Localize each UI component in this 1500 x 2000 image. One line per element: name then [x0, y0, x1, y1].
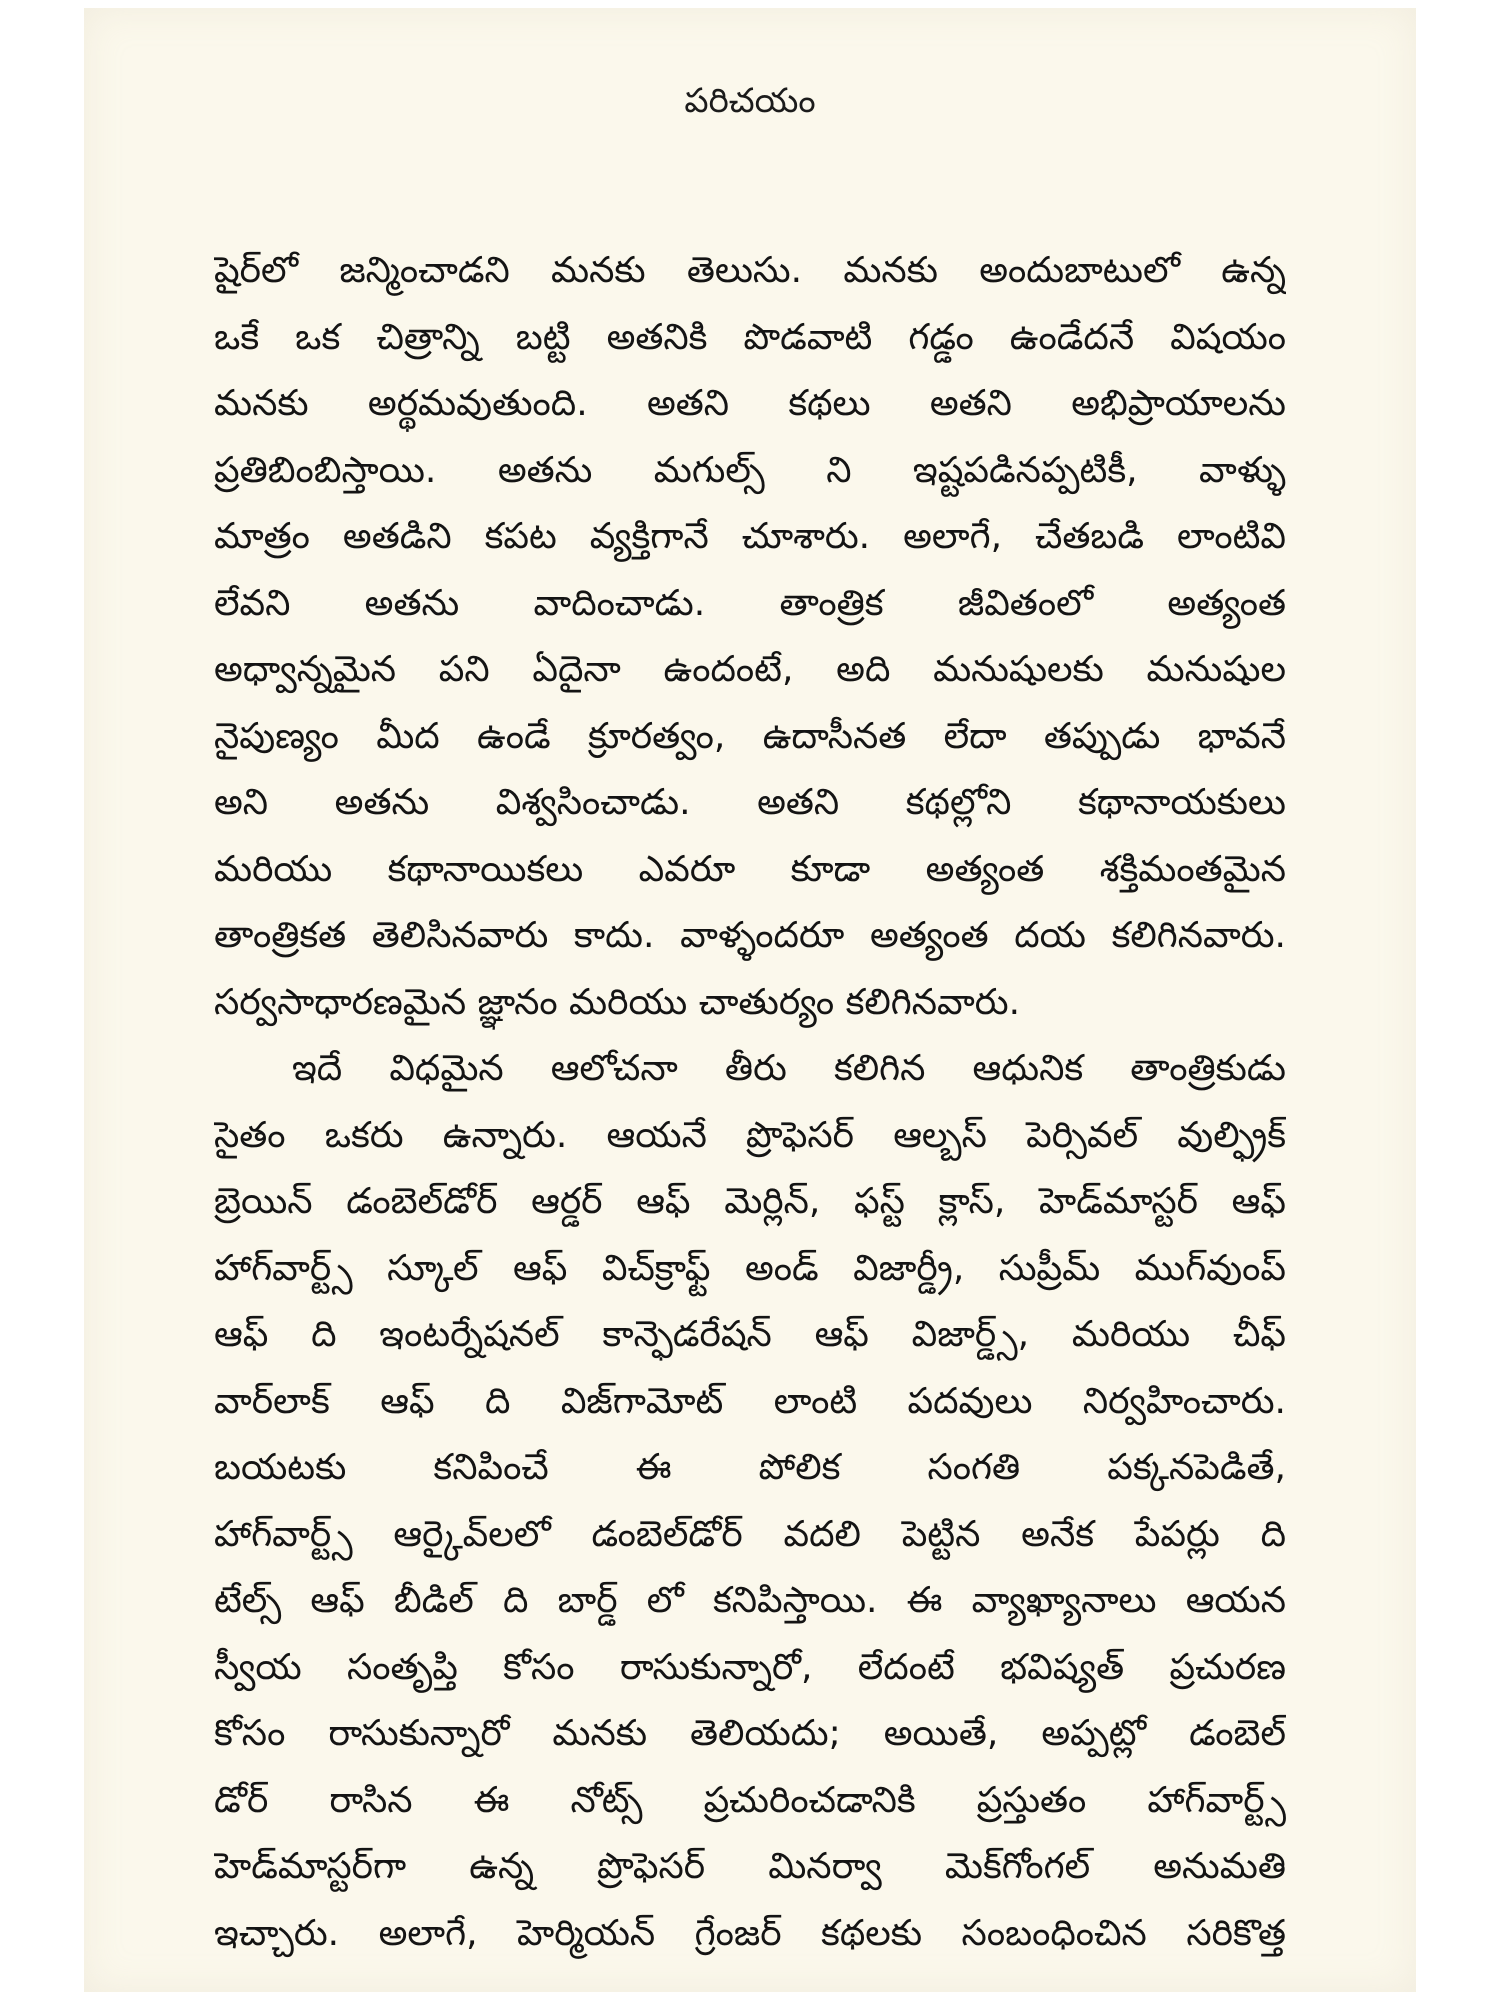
- text-line: హాగ్‌వార్ట్స్ స్కూల్ ఆఫ్ విచ్‌క్రాఫ్ట్ అండ్ విజార్డ్రీ, సుప్రీమ్ ముగ్‌వుంప్: [214, 1247, 1286, 1289]
- running-header: పరిచయం: [684, 81, 816, 121]
- text-line: మాత్రం అతడిని కపట వ్యక్తిగానే చూశారు. అలాగే, చేతబడి లాంటివి: [214, 516, 1286, 557]
- text-line: బ్రెయిన్ డంబెల్‌డోర్ ఆర్డర్ ఆఫ్ మెర్లిన్, ఫస్ట్ క్లాస్, హెడ్‌మాస్టర్ ఆఫ్: [214, 1181, 1286, 1222]
- text-line: హెడ్‌మాస్టర్‌గా ఉన్న ప్రొఫెసర్ మినర్వా మెక్‌గోంగల్ అనుమతి: [214, 1846, 1286, 1887]
- text-line: ఆఫ్ ది ఇంటర్నేషనల్ కాన్ఫెడరేషన్ ఆఫ్ విజార్డ్స్, మరియు చీఫ్: [214, 1314, 1286, 1355]
- text-line: నైపుణ్యం మీద ఉండే క్రూరత్వం, ఉదాసీనత లేదా తప్పుడు భావనే: [214, 715, 1286, 757]
- body-text: [214, 238, 1286, 1967]
- text-line: అని అతను విశ్వసించాడు. అతని కథల్లోని కథానాయకులు: [214, 782, 1286, 823]
- text-line: సైతం ఒకరు ఉన్నారు. ఆయనే ప్రొఫెసర్ ఆల్బస్ పెర్సివల్ వుల్ఫ్రిక్: [214, 1114, 1286, 1156]
- text-line: మనకు అర్థమవుతుంది. అతని కథలు అతని అభిప్రాయాలను: [214, 383, 1286, 424]
- text-line: కోసం రాసుకున్నారో మనకు తెలియదు; అయితే, అప్పట్లో డంబెల్: [214, 1713, 1286, 1754]
- text-line: అధ్వాన్నమైన పని ఏదైనా ఉందంటే, అది మనుషులకు మనుషుల: [214, 649, 1286, 690]
- text-line: ప్రతిబింబిస్తాయి. అతను మగుల్స్ ని ఇష్టపడినప్పటికీ, వాళ్ళు: [214, 449, 1286, 491]
- text-line: డోర్ రాసిన ఈ నోట్స్ ప్రచురించడానికి ప్రస్తుతం హాగ్‌వార్ట్స్: [214, 1779, 1286, 1821]
- paragraph-start-line: ఇదే విధమైన ఆలోచనా తీరు కలిగిన ఆధునిక తాంత్రికుడు: [292, 1048, 1286, 1089]
- book-page: [84, 8, 1416, 1992]
- text-line: స్వీయ సంతృప్తి కోసం రాసుకున్నారో, లేదంటే భవిష్యత్ ప్రచురణ: [214, 1646, 1286, 1688]
- text-line: వార్‌లాక్ ఆఫ్ ది విజ్‌గామోట్ లాంటి పదవులు నిర్వహించారు.: [214, 1380, 1286, 1422]
- text-line: షైర్‌లో జన్మించాడని మనకు తెలుసు. మనకు అందుబాటులో ఉన్న: [214, 250, 1286, 291]
- paragraph-end-line: సర్వసాధారణమైన జ్ఞానం మరియు చాతుర్యం కలిగినవారు.: [214, 981, 1021, 1023]
- text-line: బయటకు కనిపించే ఈ పోలిక సంగతి పక్కనపెడితే,: [214, 1447, 1286, 1488]
- text-line: ఇచ్చారు. అలాగే, హెర్మియన్ గ్రేంజర్ కథలకు సంబంధించిన సరికొత్త: [214, 1912, 1286, 1954]
- text-line: ఒకే ఒక చిత్రాన్ని బట్టి అతనికి పొడవాటి గడ్డం ఉండేదనే విషయం: [214, 316, 1286, 358]
- text-line: లేవని అతను వాదించాడు. తాంత్రిక జీవితంలో అత్యంత: [214, 582, 1286, 624]
- text-line: టేల్స్ ఆఫ్ బీడిల్ ది బార్డ్ లో కనిపిస్తాయి. ఈ వ్యాఖ్యానాలు ఆయన: [214, 1580, 1286, 1621]
- text-line: మరియు కథానాయికలు ఎవరూ కూడా అత్యంత శక్తిమంతమైన: [214, 848, 1286, 890]
- text-line: హాగ్‌వార్ట్స్ ఆర్కైవ్‌లలో డంబెల్‌డోర్ వదలి పెట్టిన అనేక పేపర్లు ది: [214, 1513, 1286, 1555]
- text-line: తాంత్రికత తెలిసినవారు కాదు. వాళ్ళందరూ అత్యంత దయ కలిగినవారు.: [214, 915, 1286, 956]
